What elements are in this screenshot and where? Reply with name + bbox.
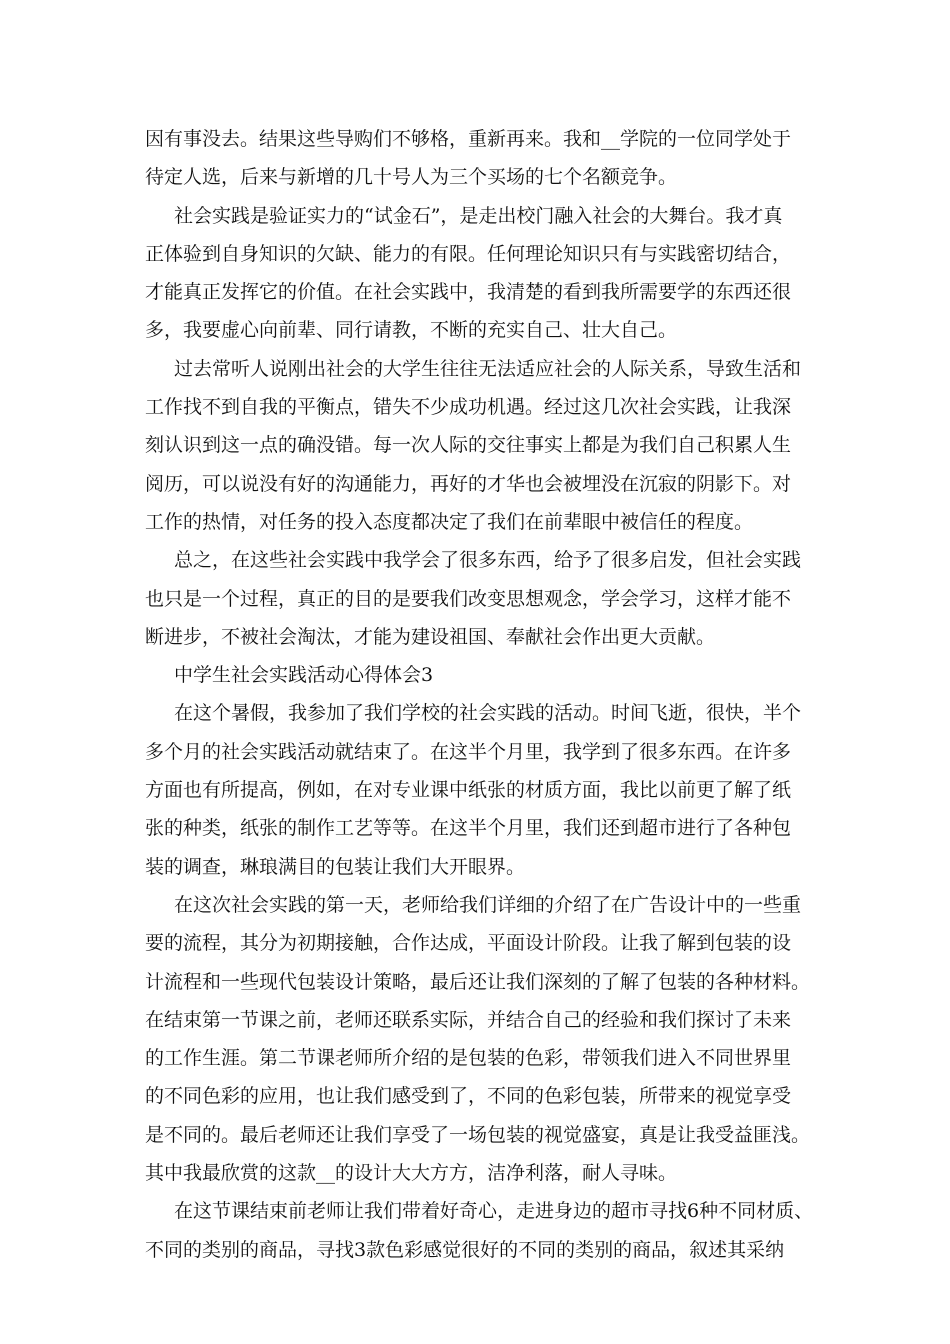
text-line: 断进步，不被社会淘汰，才能为建设祖国、奉献社会作出更大贡献。 xyxy=(145,625,716,648)
text-line: 在结束第一节课之前，老师还联系实际，并结合自己的经验和我们探讨了未来 xyxy=(145,1008,792,1031)
text-line: 张的种类，纸张的制作工艺等等。在这半个月里，我们还到超市进行了各种包 xyxy=(145,817,792,840)
text-line: 的不同色彩的应用，也让我们感受到了，不同的色彩包装，所带来的视觉享受 xyxy=(145,1085,792,1108)
text-line: 社会实践是验证实力的“试金石”，是走出校门融入社会的大舞台。我才真 xyxy=(174,204,783,227)
text-line: 在这节课结束前老师让我们带着好奇心，走进身边的超市寻找6种不同材质、 xyxy=(174,1200,814,1223)
text-line: 其中我最欣赏的这款__的设计大大方方，洁净利落，耐人寻味。 xyxy=(145,1162,678,1185)
text-line: 在这个暑假，我参加了我们学校的社会实践的活动。时间飞逝，很快，半个 xyxy=(174,702,802,725)
text-line: 过去常听人说刚出社会的大学生往往无法适应社会的人际关系，导致生活和 xyxy=(174,357,802,380)
text-line: 计流程和一些现代包装设计策略，最后还让我们深刻的了解了包装的各种材料。 xyxy=(145,970,811,993)
text-line: 多个月的社会实践活动就结束了。在这半个月里，我学到了很多东西。在许多 xyxy=(145,740,792,763)
text-line: 工作找不到自我的平衡点，错失不少成功机遇。经过这几次社会实践，让我深 xyxy=(145,396,792,419)
text-line: 刻认识到这一点的确没错。每一次人际的交往事实上都是为我们自己积累人生 xyxy=(145,434,792,457)
document-body xyxy=(145,120,820,1269)
text-line: 待定人选，后来与新增的几十号人为三个买场的七个名额竞争。 xyxy=(145,166,678,189)
text-line: 方面也有所提高，例如，在对专业课中纸张的材质方面，我比以前更了解了纸 xyxy=(145,779,792,802)
text-line: 总之，在这些社会实践中我学会了很多东西，给予了很多启发，但社会实践 xyxy=(174,549,802,572)
text-line: 也只是一个过程，真正的目的是要我们改变思想观念，学会学习，这样才能不 xyxy=(145,587,792,610)
text-line: 的工作生涯。第二节课老师所介绍的是包装的色彩，带领我们进入不同世界里 xyxy=(145,1047,792,1070)
text-line: 工作的热情，对任务的投入态度都决定了我们在前辈眼中被信任的程度。 xyxy=(145,510,754,533)
text-line: 正体验到自身知识的欠缺、能力的有限。任何理论知识只有与实践密切结合， xyxy=(145,242,792,265)
text-line: 多，我要虚心向前辈、同行请教，不断的充实自己、壮大自己。 xyxy=(145,319,678,342)
text-line: 因有事没去。结果这些导购们不够格，重新再来。我和__学院的一位同学处于 xyxy=(145,128,792,150)
text-line: 中学生社会实践活动心得体会3 xyxy=(174,664,434,687)
text-line: 要的流程，其分为初期接触，合作达成，平面设计阶段。让我了解到包装的设 xyxy=(145,932,792,955)
text-line: 才能真正发挥它的价值。在社会实践中，我清楚的看到我所需要学的东西还很 xyxy=(145,281,792,304)
text-line: 在这次社会实践的第一天，老师给我们详细的介绍了在广告设计中的一些重 xyxy=(174,893,802,916)
text-line: 阅历，可以说没有好的沟通能力，再好的才华也会被埋没在沉寂的阴影下。对 xyxy=(145,472,792,495)
text-line: 是不同的。最后老师还让我们享受了一场包装的视觉盛宴，真是让我受益匪浅。 xyxy=(145,1123,811,1146)
text-line: 装的调查，琳琅满目的包装让我们大开眼界。 xyxy=(145,855,526,878)
text-line: 不同的类别的商品，寻找3款色彩感觉很好的不同的类别的商品，叙述其采纳 xyxy=(145,1238,785,1261)
